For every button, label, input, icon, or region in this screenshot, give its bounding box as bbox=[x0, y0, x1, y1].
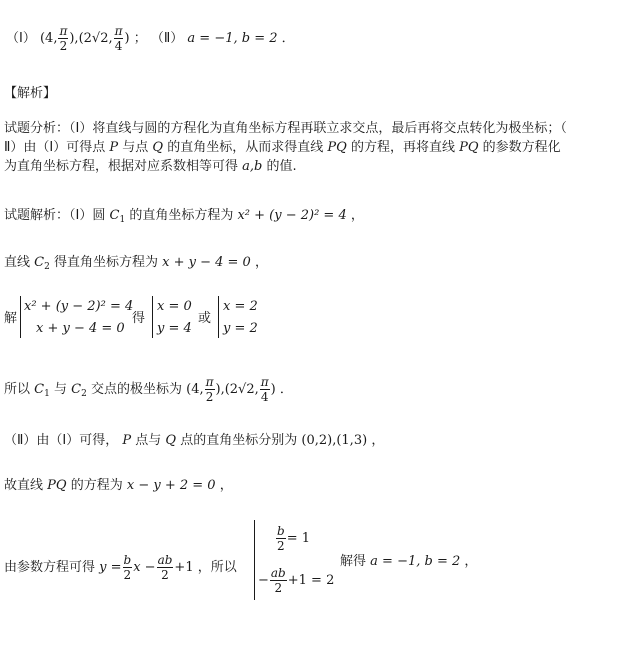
pq-equation-line: 故直线 PQ 的方程为 x − y + 2 = 0 ， bbox=[4, 478, 233, 493]
polar-coordinates-line: 所以 $C_1$ 与 $C_2$ 交点的极坐标为 (4, $\frac{\pi}{2}$ ),(2√2, $\frac{\pi}{4}$ ) ． bbox=[4, 375, 293, 404]
analysis-line-3: 为直角坐标方程，根据对应系数相等可得 a,b 的值. bbox=[4, 159, 297, 174]
coefficient-eq-2: − $\frac{ab}{2}$ +1 = 2 bbox=[258, 566, 335, 595]
result-line: 解得 a = −1, b = 2 ， bbox=[340, 554, 478, 569]
analysis-header: 【解析】 bbox=[4, 86, 57, 101]
solution2-y: y = 2 bbox=[223, 321, 258, 336]
point-Q: Q bbox=[152, 140, 164, 155]
point-P: P bbox=[109, 140, 119, 155]
part2-coordinates-line: （Ⅱ）由（Ⅰ）可得， P 点与 Q 点的直角坐标分别为 (0,2),(1,3) ， bbox=[4, 433, 385, 448]
answer-end: ． bbox=[281, 31, 295, 46]
analysis-line-1: 试题分析：（Ⅰ）将直线与圆的方程化为直角坐标方程再联立求交点，最后再将交点转化为极坐标；（ bbox=[4, 121, 567, 136]
part1-close: ) bbox=[124, 31, 130, 46]
get-label: 得 bbox=[132, 311, 146, 326]
system-brace-2 bbox=[152, 296, 153, 338]
final-result: a = −1, b = 2 bbox=[370, 554, 461, 569]
part1-label: （Ⅰ） bbox=[6, 31, 36, 46]
solution2-x: x = 2 bbox=[223, 299, 258, 314]
solution-line-eq: 直线 $C_2$ 得直角坐标方程为 x + y − 4 = 0 ， bbox=[4, 255, 268, 272]
solve-label: 解 bbox=[4, 311, 18, 326]
system-brace-1 bbox=[20, 296, 21, 338]
pq-equation: x − y + 2 = 0 bbox=[126, 478, 216, 493]
part2-label: （Ⅱ） bbox=[150, 31, 184, 46]
part1-point-separator: ),(2√2, bbox=[69, 31, 113, 46]
line-equation: x + y − 4 = 0 bbox=[162, 255, 251, 270]
coefficient-eq-1: $\frac{b}{2}$ = 1 bbox=[277, 524, 310, 553]
pq-coordinates: (0,2),(1,3) bbox=[301, 433, 368, 448]
semicolon: ； bbox=[133, 31, 147, 46]
or-label: 或 bbox=[198, 311, 212, 326]
solution-circle-line: 试题解析：（Ⅰ）圆 $C_1$ 的直角坐标方程为 x² + (y − 2)² = 4 ， bbox=[4, 208, 364, 225]
solution1-x: x = 0 bbox=[157, 299, 192, 314]
ab-symbols: a,b bbox=[242, 159, 263, 174]
circle-equation: x² + (y − 2)² = 4 bbox=[237, 208, 347, 223]
fraction-pi-over-4: $\frac{\pi}{4}$ bbox=[114, 24, 123, 53]
line-PQ: PQ bbox=[327, 140, 347, 155]
parametric-line: 由参数方程可得 y = $\frac{b}{2}$ x − $\frac{ab}{2}$ +1 ，所以 bbox=[4, 553, 237, 582]
system-eq-2: x + y − 4 = 0 bbox=[36, 321, 125, 336]
solution1-y: y = 4 bbox=[157, 321, 192, 336]
fraction-pi-over-2: $\frac{\pi}{2}$ bbox=[59, 24, 68, 53]
answer-line bbox=[6, 24, 295, 53]
system-brace-3 bbox=[218, 296, 219, 338]
system-eq-1: x² + (y − 2)² = 4 bbox=[24, 299, 134, 314]
part2-answer: a = −1, b = 2 bbox=[187, 31, 278, 46]
coefficient-brace bbox=[254, 520, 255, 600]
part1-point1-lead: (4, bbox=[39, 31, 58, 46]
analysis-line-2: Ⅱ）由（Ⅰ）可得点 P 与点 Q 的直角坐标，从而求得直线 PQ 的方程，再将直线 PQ 的参数方程化 bbox=[4, 140, 561, 155]
